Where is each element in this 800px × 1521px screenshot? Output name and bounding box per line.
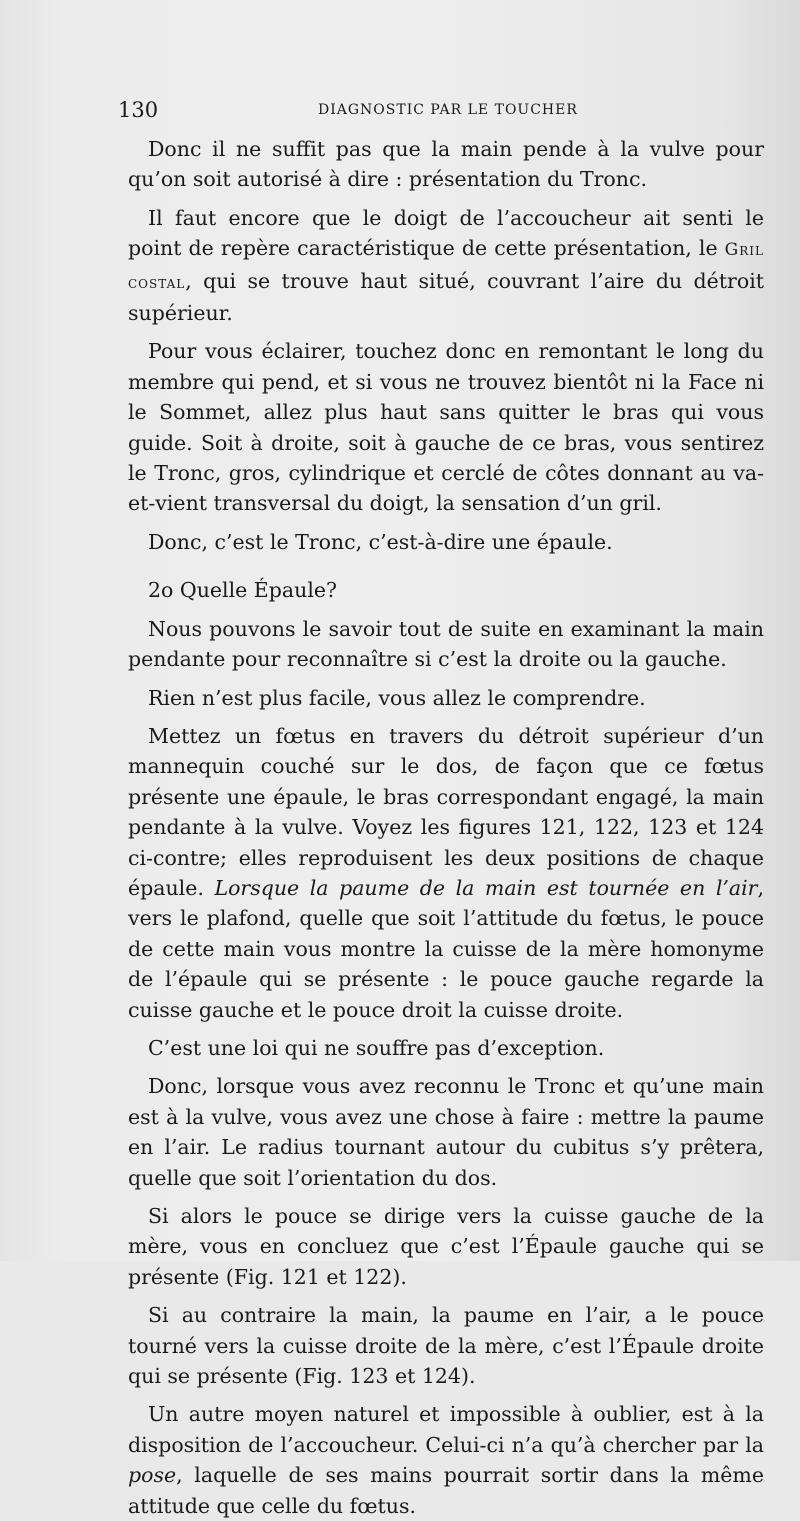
paragraph-1: Donc il ne suffit pas que la main pende à la vulve pour qu’on soit autorisé à dire : présentation du Tronc. <box>128 137 764 192</box>
paragraph-13 <box>128 1399 764 1521</box>
paragraph-8-italic: Lorsque la paume de la main est tournée en l’air <box>214 875 758 900</box>
page-number: 130 <box>118 98 159 122</box>
paragraph-8-start: Mettez un fœtus en travers du détroit supérieur d’un mannequin couché sur le dos, de façon que ce fœtus présente une épaule, le bras correspondant engagé, la main pendante à la vulve. Voyez les figures 121, 122, 123 et 124 ci-contre; elles reproduisent les deux positions de chaque épaule. <box>128 723 764 900</box>
paragraph-2-start: Il faut encore que le doigt de l’accoucheur ait senti le point de repère caractéristique de cette présentation, le <box>128 205 764 261</box>
section-heading: 2o Quelle Épaule? <box>148 578 337 603</box>
paragraph-12: Si au contraire la main, la paume en l’air, a le pouce tourné vers la cuisse droite de la mère, c’est l’Épaule droite qui se présente (Fig. 123 et 124). <box>128 1303 764 1389</box>
paragraph-13-italic: pose <box>128 1463 177 1488</box>
gril-costal-term: Gril costal <box>128 240 764 293</box>
paragraph-8-end: , vers le plafond, quelle que soit l’attitude du fœtus, le pouce de cette main vous montre la cuisse de la mère homonyme de l’épaule qui se présente : le pouce gauche regarde la cuisse gauche et le pouce droit la cuisse droite. <box>128 875 765 1022</box>
paragraph-9: C’est une loi qui ne souffre pas d’exception. <box>148 1035 605 1060</box>
paragraph-7: Rien n’est plus facile, vous allez le comprendre. <box>148 685 646 710</box>
paragraph-13-start: Un autre moyen naturel et impossible à oublier, est à la disposition de l’accoucheur. Celui-ci n’a qu’à chercher par la <box>128 1402 764 1457</box>
paragraph-11: Si alors le pouce se dirige vers la cuisse gauche de la mère, vous en concluez que c’est l’Épaule gauche qui se présente (Fig. 121 et 122). <box>128 1204 764 1289</box>
page-header <box>118 98 678 124</box>
paragraph-13-end: , laquelle de ses mains pourrait sortir dans la même attitude que celle du fœtus. <box>128 1463 764 1518</box>
paragraph-3: Pour vous éclairer, touchez donc en remontant le long du membre qui pend, et si vous ne trouvez bientôt ni la Face ni le Sommet, allez plus haut sans quitter le bras qui vous guide. Soit à droite, soit à gauche de ce bras, vous sentirez le Tronc, gros, cylindrique et cerclé de côtes donnant au va-et-vient transversal du doigt, la sensation d’un gril. <box>128 339 764 516</box>
paragraph-6: Nous pouvons le savoir tout de suite en examinant la main pendante pour reconnaître si c’est la droite ou la gauche. <box>128 616 764 672</box>
paragraph-8 <box>128 721 764 1025</box>
body-text <box>128 134 764 1521</box>
running-head: DIAGNOSTIC PAR LE TOUCHER <box>318 102 578 118</box>
paragraph-2 <box>128 203 764 329</box>
paragraph-4: Donc, c’est le Tronc, c’est-à-dire une épaule. <box>148 529 613 554</box>
paragraph-10: Donc, lorsque vous avez reconnu le Tronc et qu’une main est à la vulve, vous avez une chose à faire : mettre la paume en l’air. Le radius tournant autour du cubitus s’y prêtera, quelle que soit l’orientation du dos. <box>128 1074 764 1190</box>
paragraph-2-end: , qui se trouve haut situé, couvrant l’aire du détroit supérieur. <box>128 268 764 326</box>
